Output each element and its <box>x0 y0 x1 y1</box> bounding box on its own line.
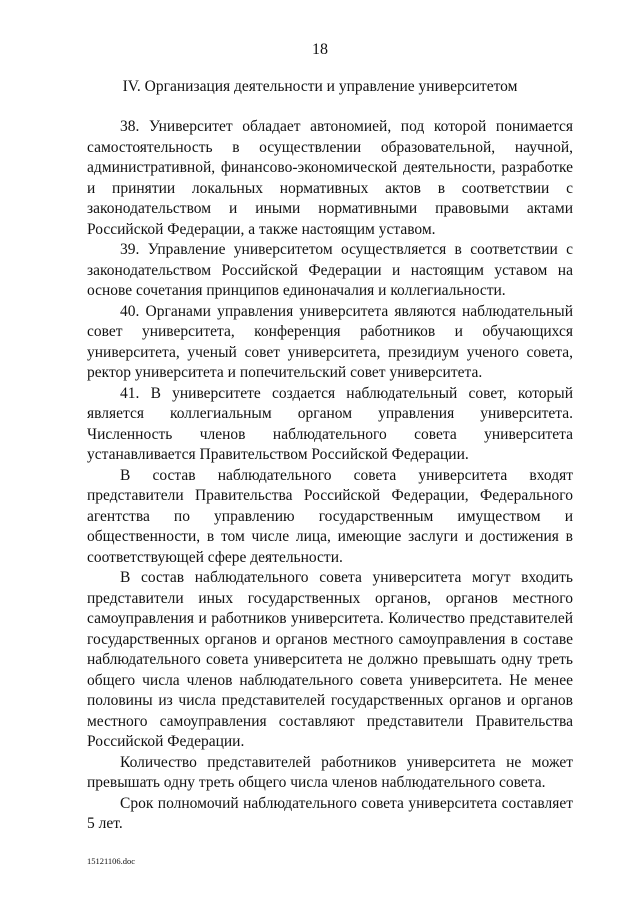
paragraph-40: 40. Органами управления университета являются наблюдательный совет университета, конференция работников и обучающихся университета, ученый совет университета, президиум ученого совета, ректор университета и попечительский совет университета. <box>87 302 573 381</box>
paragraph-39: 39. Управление университетом осуществляется в соответствии с законодательством Российской Федерации и настоящим уставом на основе сочетания принципов единоначалия и коллегиальности. <box>87 241 573 299</box>
paragraph-council-composition: В состав наблюдательного совета университета входят представители Правительства Российской Федерации, Федерального агентства по управлению государственным имуществом и общественности, в том числе лица, имеющие заслуги и достижения в соответствующей сфере деятельности. <box>87 466 573 566</box>
footer-filename: 15121106.doc <box>87 856 136 866</box>
paragraph-workers-quota: Количество представителей работников университета не может превышать одну треть общего числа членов наблюдательного совета. <box>87 753 573 791</box>
paragraph-term: Срок полномочий наблюдательного совета университета составляет 5 лет. <box>87 794 573 832</box>
paragraph-41: 41. В университете создается наблюдательный совет, который является коллегиальным органом управления университета. Численность членов наблюдательного совета университета устанавливается Правительством Российской Федерации. <box>87 384 573 463</box>
page-number: 18 <box>312 41 328 58</box>
paragraph-council-members: В состав наблюдательного совета университета могут входить представители иных государственных органов, органов местного самоуправления и работников университета. Количество представителей государственных органов и органов местного самоуправления в составе наблюдательного совета университета не должно превышать одну треть общего числа членов наблюдательного совета университета. Не менее половины из числа представителей государственных органов и органов местного самоуправления составляют представители Правительства Российской Федерации. <box>87 569 573 750</box>
body-text <box>87 117 573 835</box>
paragraph-38: 38. Университет обладает автономией, под которой понимается самостоятельность в осуществлении образовательной, научной, административной, финансово-экономической деятельности, разработке и принятии локальных нормативных актов в соответствии с законодательством и иными нормативными правовыми актами Российской Федерации, а также настоящим уставом. <box>87 118 573 238</box>
section-title: IV. Организация деятельности и управление университетом <box>122 78 518 95</box>
